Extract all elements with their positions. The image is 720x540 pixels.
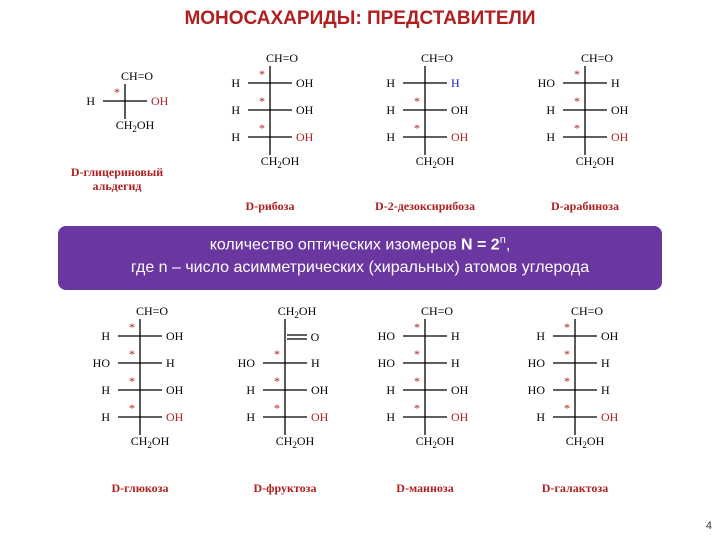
galactose-row-1-left: HO xyxy=(527,356,545,370)
deoxyribose-chiral-star: * xyxy=(414,121,420,135)
galactose-chiral-star: * xyxy=(564,401,570,415)
fructose-label: D-фруктоза xyxy=(253,481,317,495)
ribose-chiral-star: * xyxy=(259,67,265,81)
arabinose-label: D-арабиноза xyxy=(551,199,619,213)
arabinose-row-1-left: H xyxy=(546,103,555,117)
mannose-row-2-right: OH xyxy=(451,383,469,397)
fructose-row-2-right: OH xyxy=(311,410,329,424)
ribose-row-2-left: H xyxy=(231,130,240,144)
ribose-label: D-рибоза xyxy=(245,199,295,213)
galactose-row-3-right: OH xyxy=(601,410,619,424)
ribose-chiral-star: * xyxy=(259,121,265,135)
galactose-row-0-left: H xyxy=(536,329,545,343)
galactose-chiral-star: * xyxy=(564,320,570,334)
arabinose-chiral-star: * xyxy=(574,94,580,108)
ribose-row-1-right: OH xyxy=(296,103,314,117)
galactose-label: D-галактоза xyxy=(541,481,609,495)
deoxyribose-row-2-right: OH xyxy=(451,130,469,144)
deoxyribose-label: D-2-дезоксирибоза xyxy=(375,199,475,213)
glucose-row-1-left: HO xyxy=(92,356,110,370)
glyceraldehyde-label: D-глицериновый xyxy=(70,165,164,179)
mannose-row-1-right: H xyxy=(451,356,460,370)
isomer-formula: N = 2 xyxy=(461,236,500,254)
note-line-2: где n – число асимметрических (хиральных) атомов углерода xyxy=(130,259,590,276)
glucose-label: D-глюкоза xyxy=(111,481,169,495)
note-line-1-text: количество оптических изомеров xyxy=(209,236,457,254)
ribose-bottom-group: $CH_2OH$ xyxy=(260,154,300,170)
arabinose-row-2-right: OH xyxy=(611,130,629,144)
glucose-row-1-right: H xyxy=(166,356,175,370)
mannose-chiral-star: * xyxy=(414,374,420,388)
fructose-row-2-left: H xyxy=(246,410,255,424)
mannose-row-3-right: OH xyxy=(451,410,469,424)
mannose-row-1-left: HO xyxy=(377,356,395,370)
fructose-carbonyl-o: O xyxy=(310,330,320,344)
arabinose-row-0-left: HO xyxy=(537,76,555,90)
fructose-chiral-star: * xyxy=(274,401,280,415)
isomer-count-note xyxy=(58,226,662,290)
glucose-bottom-group: $CH_2OH$ xyxy=(130,434,170,450)
fructose-row-0-left: HO xyxy=(237,356,255,370)
ribose-row-2-right: OH xyxy=(296,130,314,144)
galactose-row-0-right: OH xyxy=(601,329,619,343)
galactose-chiral-star: * xyxy=(564,347,570,361)
ribose-chiral-star: * xyxy=(259,94,265,108)
glyceraldehyde-top-group: CH=O xyxy=(120,69,154,83)
mannose-row-0-left: HO xyxy=(377,329,395,343)
glucose-row-3-right: OH xyxy=(166,410,184,424)
deoxyribose-top-group: CH=O xyxy=(420,51,454,65)
isomer-formula-exponent: n xyxy=(499,234,506,246)
galactose-row-1-right: H xyxy=(601,356,610,370)
glyceraldehyde-bottom-group: $CH_2OH$ xyxy=(115,118,155,134)
arabinose-top-group: CH=O xyxy=(580,51,614,65)
page-number: 4 xyxy=(705,520,712,532)
glucose-row-0-left: H xyxy=(101,329,110,343)
mannose-top-group: CH=O xyxy=(420,304,454,318)
glyceraldehyde-row-0-right: OH xyxy=(151,94,169,108)
arabinose-row-2-left: H xyxy=(546,130,555,144)
galactose-top-group: CH=O xyxy=(570,304,604,318)
fructose-row-1-left: H xyxy=(246,383,255,397)
ribose-top-group: CH=O xyxy=(265,51,299,65)
deoxyribose-row-1-right: OH xyxy=(451,103,469,117)
fructose-chiral-star: * xyxy=(274,347,280,361)
galactose-row-2-left: HO xyxy=(527,383,545,397)
deoxyribose-row-1-left: H xyxy=(386,103,395,117)
note-line-1 xyxy=(58,234,662,254)
mannose-bottom-group: $CH_2OH$ xyxy=(415,434,455,450)
fructose-row-0-right: H xyxy=(311,356,320,370)
arabinose-row-1-right: OH xyxy=(611,103,629,117)
glucose-row-2-right: OH xyxy=(166,383,184,397)
galactose-row-2-right: H xyxy=(601,383,610,397)
arabinose-bottom-group: $CH_2OH$ xyxy=(575,154,615,170)
mannose-label: D-манноза xyxy=(396,481,454,495)
mannose-row-3-left: H xyxy=(386,410,395,424)
glucose-row-3-left: H xyxy=(101,410,110,424)
galactose-bottom-group: $CH_2OH$ xyxy=(565,434,605,450)
mannose-chiral-star: * xyxy=(414,320,420,334)
fructose-bottom-group: $CH_2OH$ xyxy=(275,434,315,450)
glucose-row-0-right: OH xyxy=(166,329,184,343)
glyceraldehyde-label-line2: альдегид xyxy=(92,179,142,193)
mannose-chiral-star: * xyxy=(414,347,420,361)
ribose-row-0-right: OH xyxy=(296,76,314,90)
glyceraldehyde-row-0-left: H xyxy=(86,94,95,108)
arabinose-chiral-star: * xyxy=(574,67,580,81)
glyceraldehyde-chiral-star: * xyxy=(114,85,120,99)
fructose-top-group: $CH_2OH$ xyxy=(277,304,317,320)
glucose-chiral-star: * xyxy=(129,347,135,361)
galactose-chiral-star: * xyxy=(564,374,570,388)
page-title: МОНОСАХАРИДЫ: ПРЕДСТАВИТЕЛИ xyxy=(184,8,536,29)
arabinose-row-0-right: H xyxy=(611,76,620,90)
mannose-row-2-left: H xyxy=(386,383,395,397)
glucose-chiral-star: * xyxy=(129,374,135,388)
fructose-row-1-right: OH xyxy=(311,383,329,397)
deoxyribose-row-2-left: H xyxy=(386,130,395,144)
ribose-row-0-left: H xyxy=(231,76,240,90)
fructose-chiral-star: * xyxy=(274,374,280,388)
glucose-row-2-left: H xyxy=(101,383,110,397)
mannose-chiral-star: * xyxy=(414,401,420,415)
glucose-top-group: CH=O xyxy=(135,304,169,318)
ribose-row-1-left: H xyxy=(231,103,240,117)
mannose-row-0-right: H xyxy=(451,329,460,343)
deoxyribose-row-0-right: H xyxy=(451,76,460,90)
deoxyribose-chiral-star: * xyxy=(414,94,420,108)
galactose-row-3-left: H xyxy=(536,410,545,424)
glucose-chiral-star: * xyxy=(129,401,135,415)
deoxyribose-bottom-group: $CH_2OH$ xyxy=(415,154,455,170)
glucose-chiral-star: * xyxy=(129,320,135,334)
deoxyribose-row-0-left: H xyxy=(386,76,395,90)
note-line-1-end: , xyxy=(505,236,511,254)
arabinose-chiral-star: * xyxy=(574,121,580,135)
